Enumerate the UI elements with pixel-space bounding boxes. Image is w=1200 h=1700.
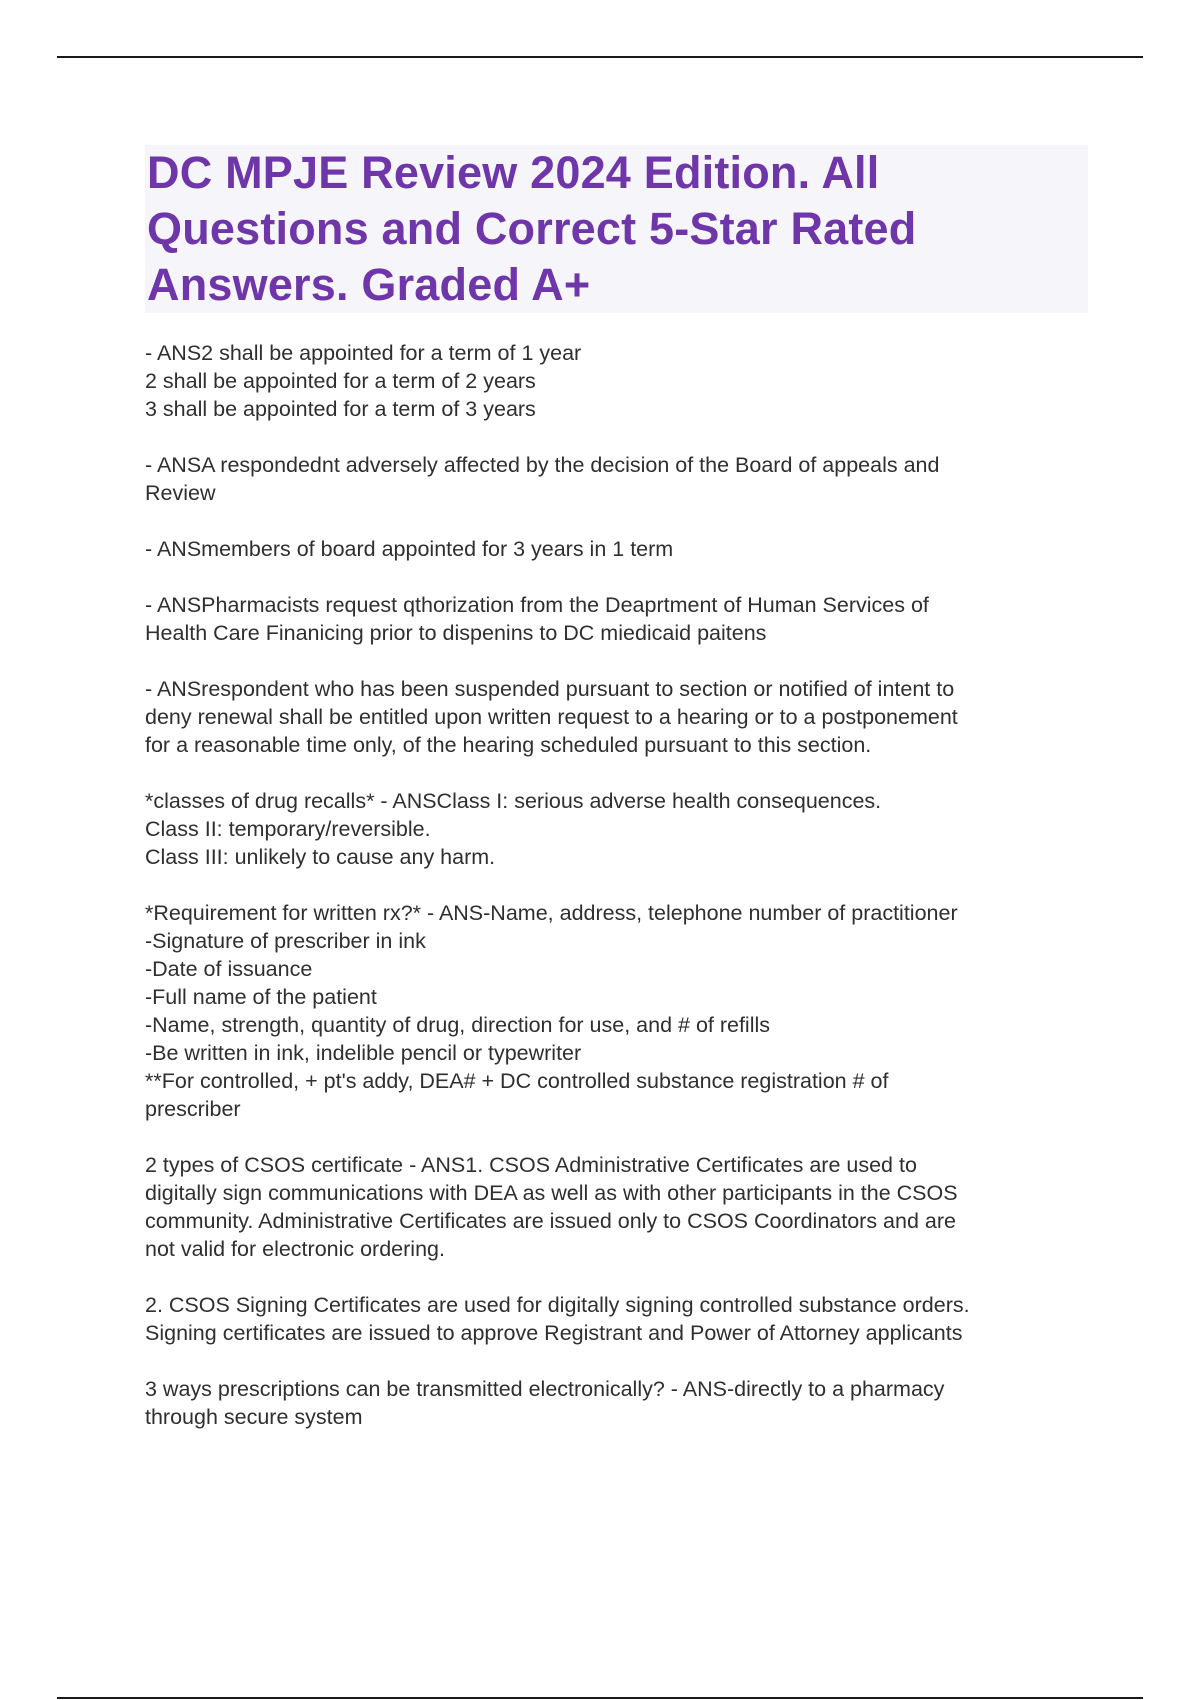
- entry-spacer: [145, 1263, 1105, 1291]
- qa-entry: - ANSA respondednt adversely affected by the decision of the Board of appeals and Review: [145, 453, 940, 505]
- entry-spacer: [145, 1347, 1105, 1375]
- document-title: DC MPJE Review 2024 Edition. All Questions and Correct 5-Star Rated Answers. Graded A+: [147, 147, 917, 310]
- qa-entry: 2 types of CSOS certificate - ANS1. CSOS Administrative Certificates are used to digitally sign communications with DEA as well as with other participants in the CSOS community. Administrative Certificates are issued only to CSOS Coordinators and are not valid for electronic ordering.: [145, 1153, 958, 1261]
- entry-spacer: [145, 871, 1105, 899]
- qa-entry: - ANSPharmacists request qthorization from the Deaprtment of Human Services of Health Care Finanicing prior to dispenins to DC miedicaid paitens: [145, 593, 929, 645]
- entry-spacer: [145, 1123, 1105, 1151]
- qa-entry: - ANSmembers of board appointed for 3 years in 1 term: [145, 537, 674, 561]
- qa-entry: - ANSrespondent who has been suspended pursuant to section or notified of intent to deny renewal shall be entitled upon written request to a hearing or to a postponement for a reasonable time only, of the hearing scheduled pursuant to this section.: [145, 677, 958, 757]
- qa-entry: - ANS2 shall be appointed for a term of 1 year 2 shall be appointed for a term of 2 years 3 shall be appointed for a term of 3 years: [145, 341, 582, 421]
- entry-spacer: [145, 423, 1105, 451]
- header-rule: [57, 56, 1143, 58]
- footer-rule: [57, 1697, 1143, 1699]
- entry-spacer: [145, 563, 1105, 591]
- qa-entry: 3 ways prescriptions can be transmitted electronically? - ANS-directly to a pharmacy through secure system: [145, 1377, 945, 1429]
- title-banner: [145, 145, 1088, 313]
- entry-spacer: [145, 507, 1105, 535]
- entry-spacer: [145, 647, 1105, 675]
- qa-entry: *classes of drug recalls* - ANSClass I: serious adverse health consequences. Class II: temporary/reversible. Class III: unlikely to cause any harm.: [145, 789, 882, 869]
- qa-entry: *Requirement for written rx?* - ANS-Name, address, telephone number of practitioner -Signature of prescriber in ink -Date of issuance -Full name of the patient -Name, strength, quantity of drug, direction for use, and # of refills -Be written in ink, indelible pencil or typewriter **For controlled, + pt's addy, DEA# + DC controlled substance registration # of prescriber: [145, 901, 958, 1121]
- document-body: [145, 339, 1105, 1431]
- entry-spacer: [145, 759, 1105, 787]
- qa-entry: 2. CSOS Signing Certificates are used for digitally signing controlled substance orders. Signing certificates are issued to approve Registrant and Power of Attorney applicants: [145, 1293, 970, 1345]
